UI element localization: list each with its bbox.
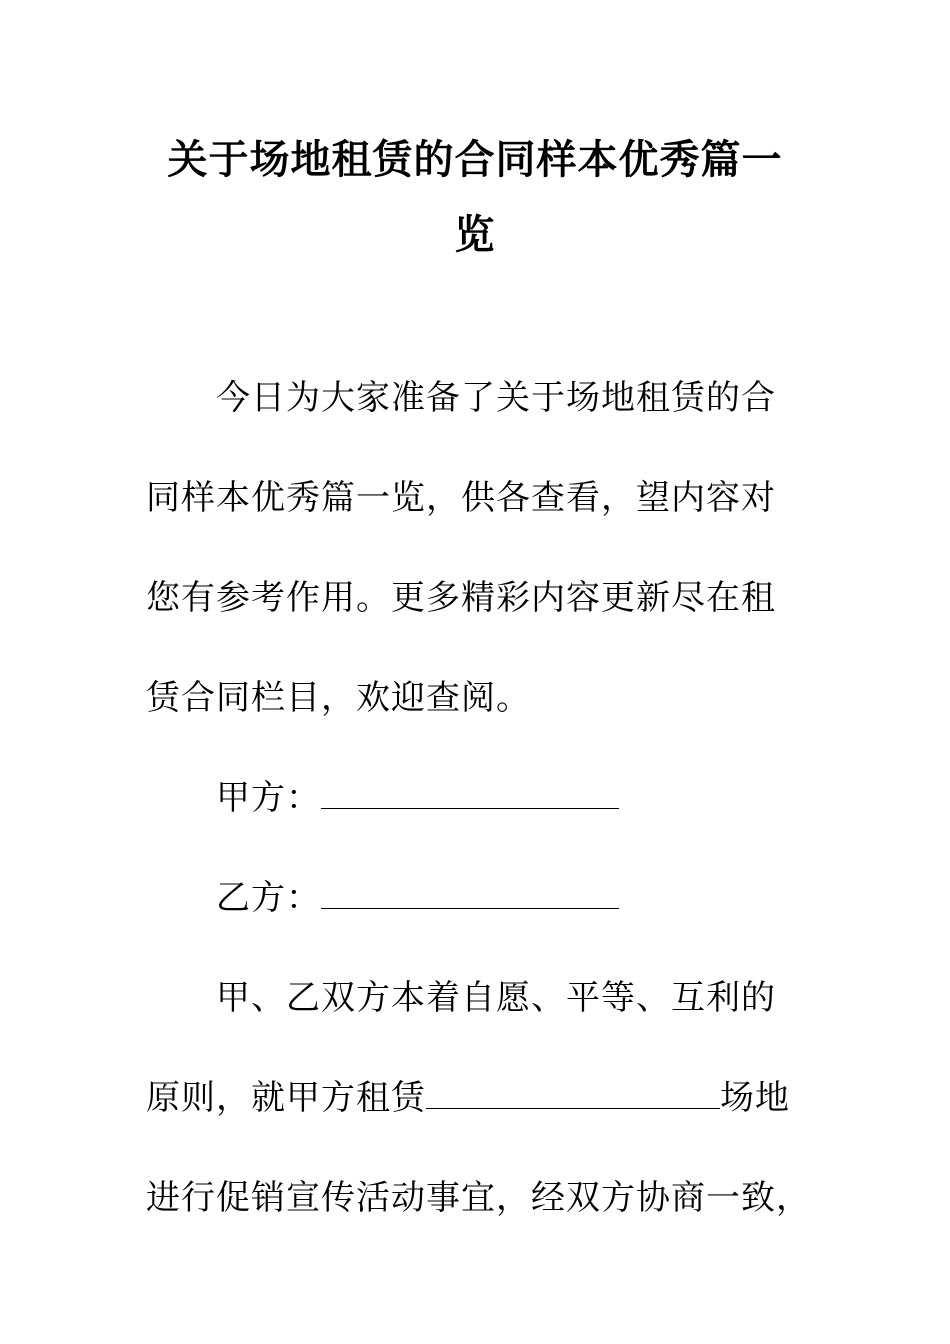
document-title-line-1: 关于场地租赁的合同样本优秀篇一	[167, 136, 783, 183]
principle-line-3: 进行促销宣传活动事宜，经双方协商一致，	[146, 1178, 811, 1218]
intro-line-1: 今日为大家准备了关于场地租赁的合	[216, 378, 776, 418]
party-b-line	[216, 878, 619, 918]
principle-line-2-after: 场地	[720, 1078, 790, 1118]
party-b-label: 乙方：	[216, 878, 321, 918]
principle-line-2	[146, 1078, 790, 1118]
principle-line-1: 甲、乙双方本着自愿、平等、互利的	[216, 978, 776, 1018]
principle-line-2-before: 原则，就甲方租赁	[146, 1078, 426, 1118]
party-a-label: 甲方：	[216, 778, 321, 818]
party-a-line	[216, 778, 619, 818]
venue-blank[interactable]	[426, 1082, 720, 1109]
intro-line-2: 同样本优秀篇一览，供各查看，望内容对	[146, 478, 776, 518]
party-b-blank[interactable]	[321, 882, 619, 909]
intro-line-4: 赁合同栏目，欢迎查阅。	[146, 678, 531, 718]
party-a-blank[interactable]	[321, 782, 619, 809]
document-title-line-2: 览	[454, 211, 496, 258]
intro-line-3: 您有参考作用。更多精彩内容更新尽在租	[146, 578, 776, 618]
